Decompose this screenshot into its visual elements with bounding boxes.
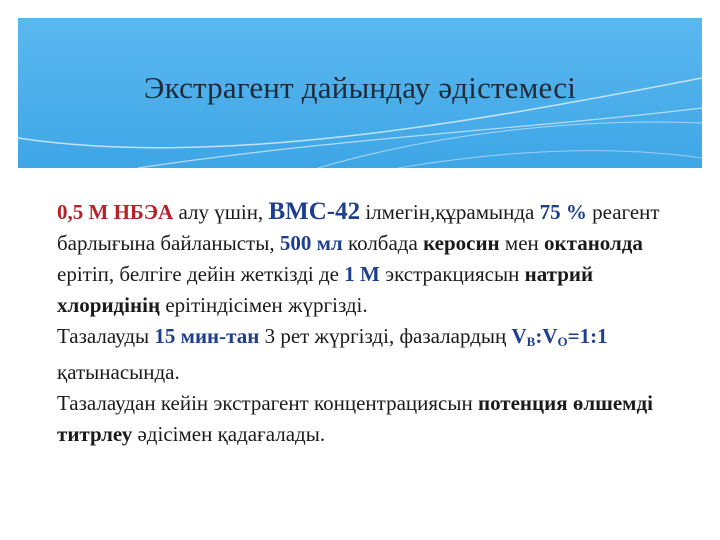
text-run: қатынасында. [57,360,180,384]
text-run: Тазалаудан кейін экстрагент концентрациясын [57,391,478,415]
text-run: реагент барлығына байланысты, [57,200,660,255]
text-run: V [511,324,527,348]
text-run: әдісімен қадағалады. [132,422,326,446]
subscript: В [526,334,536,349]
text-run: 3 рет жүргізді, фазалардың [259,324,512,348]
text-run: октанолда [544,231,643,255]
text-run: натрий хлоридінің [57,262,594,317]
paragraph-3 [57,388,677,450]
text-run: керосин [423,231,500,255]
text-run: потенция өлшемді титрлеу [57,391,653,446]
slide-body [57,196,677,450]
slide-title: Экстрагент дайындау әдістемесі [143,70,577,105]
text-run: алу үшін, [173,200,269,224]
text-run: 1 М [344,262,380,286]
text-run: 500 мл [279,231,343,255]
text-run: ерітіп, белгіге дейін жеткізді де [57,262,345,286]
paragraph-2 [57,321,677,388]
text-run: экстракциясын [379,262,525,286]
text-run: колбада [342,231,424,255]
text-run: ерітіндісімен жүргізді. [160,293,368,317]
subscript: О [557,334,568,349]
text-run: Тазалауды [57,324,155,348]
text-run: 0,5 М НБЭА [57,200,174,224]
text-run: ілмегін,құрамында [360,200,540,224]
text-run: ВМС-42 [268,198,361,225]
text-run: 75 % [539,200,587,224]
text-run: мен [499,231,545,255]
text-run: :V [535,324,558,348]
paragraph-1 [57,196,677,321]
text-run: 15 мин-тан [154,324,260,348]
text-run: =1:1 [567,324,608,348]
